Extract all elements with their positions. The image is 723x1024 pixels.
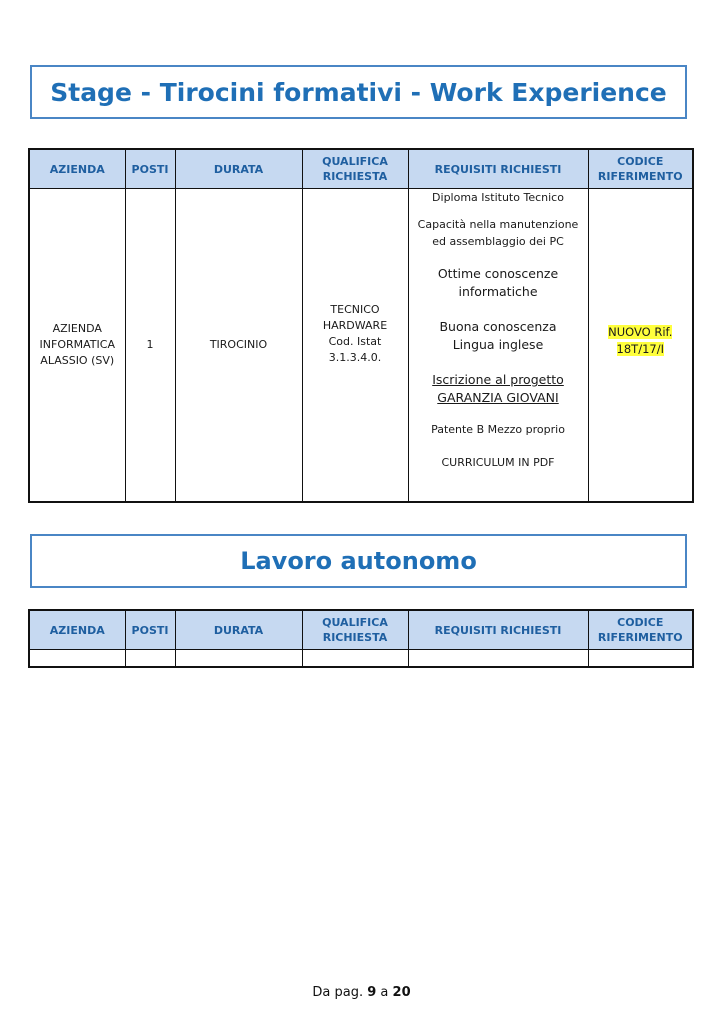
header-codice: CODICE RIFERIMENTO <box>588 149 693 189</box>
cell-durata: TIROCINIO <box>175 189 302 502</box>
header-qualifica: QUALIFICA RICHIESTA <box>302 149 408 189</box>
stage-offers-table <box>28 148 694 503</box>
req-curriculum: CURRICULUM IN PDF <box>441 456 555 469</box>
cell-posti: 1 <box>125 189 175 502</box>
empty-cell <box>29 650 125 668</box>
empty-cell <box>302 650 408 668</box>
req-diploma: Diploma Istituto Tecnico <box>432 191 564 204</box>
header-qualifica: QUALIFICA RICHIESTA <box>302 610 408 650</box>
section-title-box-lavoro <box>30 534 687 588</box>
footer-page: 9 <box>367 985 377 1000</box>
empty-cell <box>125 650 175 668</box>
req-manutenzione: Capacità nella manutenzione ed assemblaggio dei PC <box>417 218 579 248</box>
header-durata: DURATA <box>175 610 302 650</box>
section-title-box-stage <box>30 65 687 119</box>
footer-total: 20 <box>392 985 411 1000</box>
page-footer <box>0 985 723 1000</box>
lavoro-autonomo-table <box>28 609 694 668</box>
header-posti: POSTI <box>125 610 175 650</box>
cell-qualifica: TECNICO HARDWARE Cod. Istat 3.1.3.4.0. <box>302 189 408 502</box>
section-title-lavoro: Lavoro autonomo <box>240 547 477 575</box>
section-title-stage: Stage - Tirocini formativi - Work Experience <box>50 77 667 107</box>
cell-azienda: AZIENDA INFORMATICA ALASSIO (SV) <box>29 189 125 502</box>
header-durata: DURATA <box>175 149 302 189</box>
footer-sep: a <box>380 985 389 1000</box>
req-patente: Patente B Mezzo proprio <box>431 423 565 436</box>
req-garanzia-giovani: Iscrizione al progetto GARANZIA GIOVANI <box>432 372 564 405</box>
footer-prefix: Da pag. <box>312 985 364 1000</box>
empty-cell <box>408 650 588 668</box>
req-inglese: Buona conoscenza Lingua inglese <box>439 319 557 352</box>
req-conoscenze: Ottime conoscenze informatiche <box>437 266 559 299</box>
header-posti: POSTI <box>125 149 175 189</box>
header-azienda: AZIENDA <box>29 149 125 189</box>
header-azienda: AZIENDA <box>29 610 125 650</box>
table-row <box>29 650 693 668</box>
cell-codice <box>588 189 693 502</box>
empty-cell <box>175 650 302 668</box>
codice-highlight: NUOVO Rif. 18T/17/I <box>608 324 673 356</box>
table-row <box>29 189 693 502</box>
header-codice: CODICE RIFERIMENTO <box>588 610 693 650</box>
table-header-row <box>29 149 693 189</box>
cell-requisiti <box>408 189 588 502</box>
header-requisiti: REQUISITI RICHIESTI <box>408 610 588 650</box>
header-requisiti: REQUISITI RICHIESTI <box>408 149 588 189</box>
empty-cell <box>588 650 693 668</box>
table-header-row <box>29 610 693 650</box>
